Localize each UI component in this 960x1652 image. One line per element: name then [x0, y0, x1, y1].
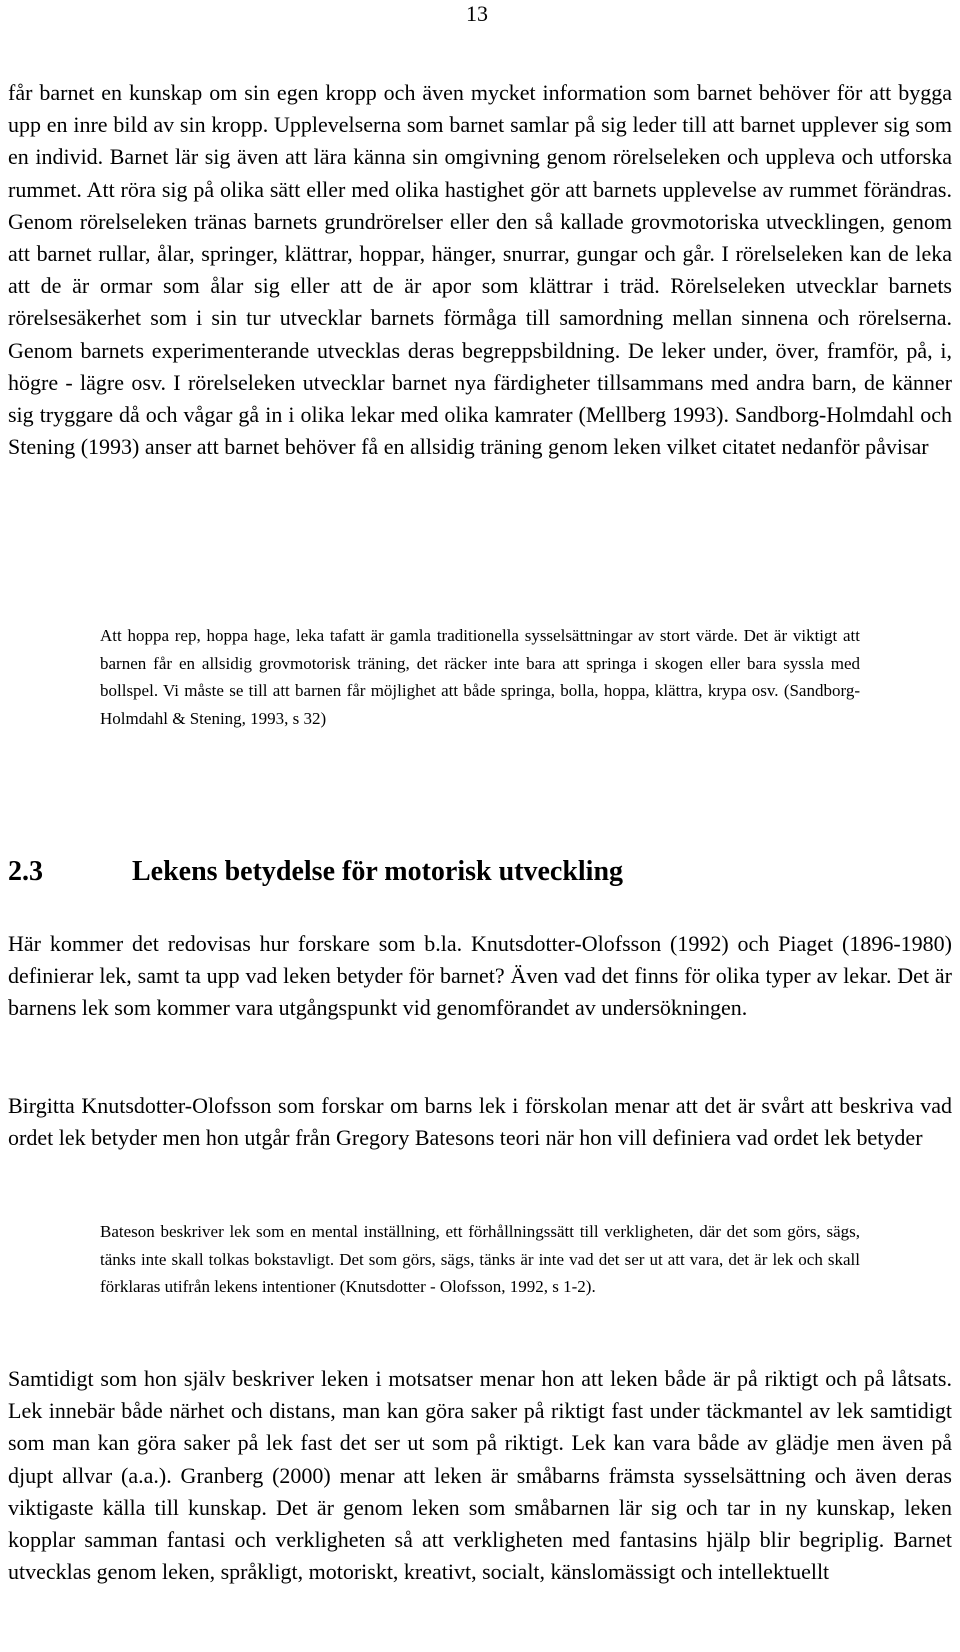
page-number: 13: [466, 1, 488, 26]
block-quote-1: Att hoppa rep, hoppa hage, leka tafatt är gamla traditionella sysselsättningar av stort värde. Det är viktigt att barnen får en allsidig grovmotorisk träning, det räcker inte bara att springa i skogen eller bara syssla med bollspel. Vi måste se till att barnen får möjlighet att både springa, bolla, hoppa, klättra, krypa osv. (Sandborg-Holmdahl & Stening, 1993, s 32): [100, 626, 860, 728]
body-paragraph-2: Här kommer det redovisas hur forskare som b.la. Knutsdotter-Olofsson (1992) och Piaget (1896-1980) definierar lek, samt ta upp vad leken betyder för barnet? Även vad det finns för olika typer av lekar. Det är barnens lek som kommer vara utgångspunkt vid genomförandet av undersökningen.: [8, 931, 952, 1021]
block-quote-2: Bateson beskriver lek som en mental inställning, ett förhållningssätt till verkligheten, där det som görs, sägs, tänks inte skall tolkas bokstavligt. Det som görs, sägs, tänks är inte vad det ser ut att vara, det är lek och skall förklaras utifrån lekens intentioner (Knutsdotter - Olofsson, 1992, s 1-2).: [100, 1222, 860, 1296]
body-paragraph-1: får barnet en kunskap om sin egen kropp och även mycket information som barnet behöver för att bygga upp en inre bild av sin kropp. Upplevelserna som barnet samlar på sig leder till att barnet upplever sig som en individ. Barnet lär sig även att lära känna sin omgivning genom rörelseleken och uppleva och utforska rummet. Att röra sig på olika sätt eller med olika hastighet gör att barnets upplevelse av rummet förändras. Genom rörelseleken tränas barnets grundrörelser eller den så kallade grovmotoriska utvecklingen, genom att barnet rullar, ålar, springer, klättrar, hoppar, hänger, snurrar, gungar och går. I rörelseleken kan de leka att de är ormar som ålar sig eller att de är apor som klättrar i träd. Rörelseleken utvecklar barnets rörelsesäkerhet som i sin tur utvecklar barnets förmåga till samordning mellan sinnena och rörelserna. Genom barnets experimenterande utvecklas deras begreppsbildning. De leker under, över, framför, på, i, högre - lägre osv. I rörelseleken utvecklar barnet nya färdigheter tillsammans med andra barn, de känner sig tryggare då och vågar gå in i olika lekar med olika kamrater (Mellberg 1993). Sandborg-Holmdahl och Stening (1993) anser att barnet behöver få en allsidig träning genom leken vilket citatet nedanför påvisar: [8, 80, 952, 460]
section-title: Lekens betydelse för motorisk utveckling: [132, 856, 624, 887]
body-paragraph-4: Samtidigt som hon själv beskriver leken i motsatser menar hon att leken både är på riktigt och på låtsats. Lek innebär både närhet och distans, man kan göra saker på riktigt fast under täckmantel av lek samtidigt som man kan göra saker på lek fast det ser ut som på riktigt. Lek kan vara både av glädje men även på djupt allvar (a.a.). Granberg (2000) menar att leken är småbarns främsta sysselsättning och även deras viktigaste källa till kunskap. Det är genom leken som småbarnen lär sig och tar in ny kunskap, leken kopplar samman fantasi och verkligheten så att verkligheten med fantasins hjälp blir begriplig. Barnet utvecklas genom leken, språkligt, motoriskt, kreativt, socialt, känslomässigt och intellektuellt: [8, 1366, 952, 1585]
body-paragraph-3: Birgitta Knutsdotter-Olofsson som forskar om barns lek i förskolan menar att det är svårt att beskriva vad ordet lek betyder men hon utgår från Gregory Batesons teori när hon vill definiera vad ordet lek betyder: [8, 1093, 952, 1151]
section-number: 2.3: [8, 856, 43, 887]
section-heading: [8, 854, 623, 890]
